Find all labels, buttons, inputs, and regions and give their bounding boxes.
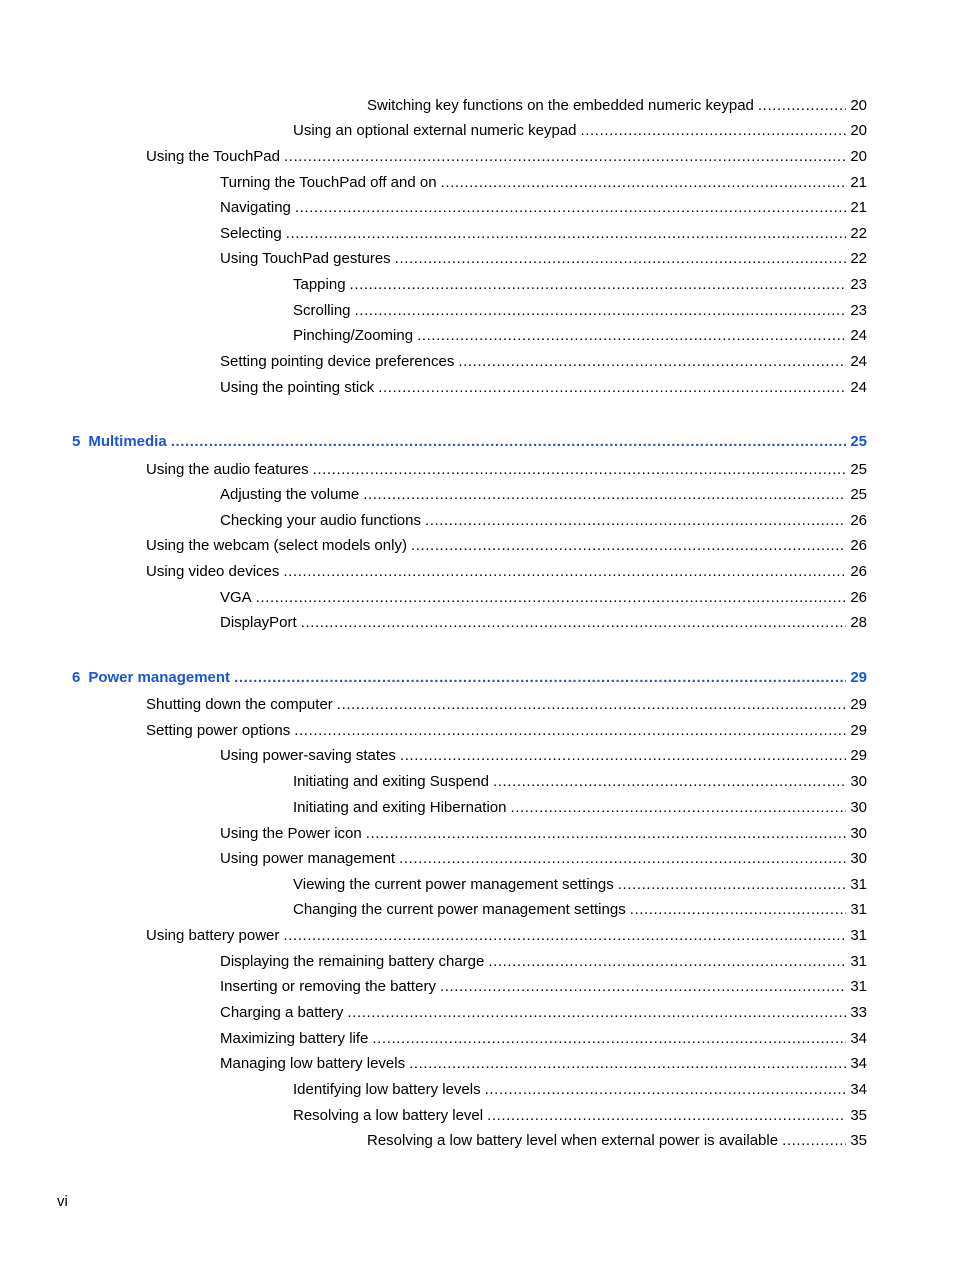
toc-page-number: 31 [850,901,867,918]
dot-leader [366,824,847,844]
dot-leader [581,121,847,141]
toc-entry[interactable] [293,798,867,818]
toc-page-number: 23 [850,302,867,319]
dot-leader [256,588,847,608]
toc-page-number: 30 [850,825,867,842]
toc-entry-title: Viewing the current power management settings [293,876,614,893]
toc-entry[interactable] [220,824,867,844]
toc-page-number: 29 [850,722,867,739]
dot-leader [171,432,847,452]
toc-page-number: 25 [850,486,867,503]
toc-entry[interactable] [220,952,867,972]
toc-entry[interactable] [146,721,867,741]
toc-page-number: 20 [850,148,867,165]
toc-entry[interactable] [220,378,867,398]
toc-entry-title: Maximizing battery life [220,1030,369,1047]
toc-page-number: 28 [850,614,867,631]
toc-page-number: 30 [850,850,867,867]
toc-page-number: 20 [850,97,867,114]
toc-entry-title: Initiating and exiting Suspend [293,773,489,790]
toc-page-number: 24 [850,379,867,396]
toc-entry[interactable] [367,1131,867,1151]
toc-entry[interactable] [293,121,867,141]
toc-page-number: 24 [850,327,867,344]
toc-page-number: 24 [850,353,867,370]
toc-entry[interactable] [293,772,867,792]
dot-leader [409,1054,846,1074]
toc-entry[interactable] [220,173,867,193]
toc-entry[interactable] [220,485,867,505]
dot-leader [782,1131,846,1151]
dot-leader [488,952,846,972]
dot-leader [363,485,846,505]
toc-entry-title: Shutting down the computer [146,696,333,713]
toc-page-number: 22 [850,225,867,242]
toc-page-number: 20 [850,122,867,139]
toc-entry[interactable] [293,326,867,346]
dot-leader [399,849,846,869]
dot-leader [400,746,846,766]
toc-page-number: 34 [850,1030,867,1047]
toc-page-number: 30 [850,773,867,790]
toc-entry-title: Inserting or removing the battery [220,978,436,995]
toc-page-number: 29 [850,696,867,713]
toc-entry-title: Resolving a low battery level when external power is available [367,1132,779,1149]
toc-entry[interactable] [146,695,867,715]
dot-leader [313,460,847,480]
toc-page-number: 26 [850,563,867,580]
toc-page-number: 26 [850,537,867,554]
dot-leader [284,147,846,167]
toc-entry[interactable] [220,588,867,608]
toc-entry-title [72,668,230,688]
toc-entry-title: Changing the current power management settings [293,901,626,918]
dot-leader [458,352,846,372]
dot-leader [630,900,847,920]
dot-leader [347,1003,846,1023]
toc-page-number: 25 [850,433,867,450]
chapter-title: Multimedia [88,433,167,450]
dot-leader [411,536,846,556]
dot-leader [350,275,847,295]
toc-entry[interactable] [220,849,867,869]
dot-leader [283,562,846,582]
page-number: vi [57,1193,68,1210]
toc-entry-title: Resolving a low battery level [293,1107,484,1124]
toc-page-number: 25 [850,461,867,478]
toc-page-number: 21 [850,174,867,191]
toc-entry[interactable] [146,562,867,582]
toc-page-number: 30 [850,799,867,816]
toc-entry-title [72,432,167,452]
toc-entry-title: VGA [220,589,252,606]
toc-entry-title: Using TouchPad gestures [220,250,391,267]
toc-entry-title: Adjusting the volume [220,486,360,503]
toc-entry-title: Using an optional external numeric keypad [293,122,577,139]
toc-page-number: 34 [850,1055,867,1072]
dot-leader [337,695,847,715]
dot-leader [493,772,846,792]
dot-leader [372,1029,846,1049]
toc-entry-title: Managing low battery levels [220,1055,406,1072]
toc-entry[interactable] [220,224,867,244]
toc-entry-title: Initiating and exiting Hibernation [293,799,507,816]
toc-entry[interactable] [220,746,867,766]
toc-entry[interactable] [220,977,867,997]
toc-page-number: 26 [850,589,867,606]
toc-entry-title: Using battery power [146,927,280,944]
toc-page-number: 23 [850,276,867,293]
toc-entry[interactable] [220,613,867,633]
toc-page-number: 21 [850,199,867,216]
toc-page-number: 29 [850,669,867,686]
toc-page-number: 31 [850,876,867,893]
toc-page-number: 31 [850,927,867,944]
toc-entry-title: DisplayPort [220,614,297,631]
toc-entry[interactable] [146,536,867,556]
toc-entry-title: Using the TouchPad [146,148,280,165]
toc-entry[interactable] [146,460,867,480]
toc-entry-title: Using power management [220,850,396,867]
toc-entry-title: Switching key functions on the embedded numeric keypad [367,97,754,114]
dot-leader [425,511,846,531]
dot-leader [417,326,846,346]
toc-entry-title: Scrolling [293,302,351,319]
dot-leader [618,875,847,895]
toc-entry-title: Using the pointing stick [220,379,375,396]
toc-page-number: 33 [850,1004,867,1021]
dot-leader [485,1080,847,1100]
toc-entry-title: Tapping [293,276,346,293]
toc-entry-title: Using the audio features [146,461,309,478]
dot-leader [510,798,846,818]
dot-leader [440,977,846,997]
toc-chapter-entry[interactable] [72,668,867,688]
toc-entry-title: Selecting [220,225,282,242]
dot-leader [286,224,847,244]
dot-leader [355,301,847,321]
toc-entry[interactable] [220,1003,867,1023]
toc-entry[interactable] [293,875,867,895]
toc-page-number: 35 [850,1132,867,1149]
chapter-number: 6 [72,669,81,686]
dot-leader [487,1106,846,1126]
toc-entry-title: Turning the TouchPad off and on [220,174,437,191]
toc-entry[interactable] [220,1029,867,1049]
toc-chapter-entry[interactable] [72,432,867,452]
dot-leader [395,249,847,269]
toc-entry[interactable] [220,352,867,372]
toc-page-number: 31 [850,978,867,995]
toc-page-number: 29 [850,747,867,764]
toc-page-number: 35 [850,1107,867,1124]
toc-entry-title: Using the webcam (select models only) [146,537,407,554]
dot-leader [295,198,846,218]
toc-entry[interactable] [220,1054,867,1074]
toc-entry-title: Pinching/Zooming [293,327,414,344]
toc-entry[interactable] [293,275,867,295]
dot-leader [758,96,846,116]
toc-entry-title: Navigating [220,199,291,216]
toc-entry[interactable] [220,198,867,218]
toc-page-number: 31 [850,953,867,970]
chapter-title: Power management [88,669,231,686]
dot-leader [234,668,846,688]
toc-entry[interactable] [220,511,867,531]
toc-entry[interactable] [367,96,867,116]
toc-entry-title: Charging a battery [220,1004,344,1021]
dot-leader [301,613,847,633]
dot-leader [294,721,846,741]
toc-entry[interactable] [293,301,867,321]
toc-entry-title: Checking your audio functions [220,512,421,529]
toc-page-number: 34 [850,1081,867,1098]
toc-page-number: 22 [850,250,867,267]
toc-entry[interactable] [293,1106,867,1126]
toc-entry-title: Identifying low battery levels [293,1081,481,1098]
toc-page-number: 26 [850,512,867,529]
toc-entry-title: Setting pointing device preferences [220,353,455,370]
toc-entry-title: Setting power options [146,722,291,739]
dot-leader [378,378,846,398]
dot-leader [283,926,846,946]
toc-entry-title: Using video devices [146,563,280,580]
toc-entry-title: Using the Power icon [220,825,362,842]
dot-leader [441,173,847,193]
toc-entry[interactable] [293,1080,867,1100]
toc-entry[interactable] [146,147,867,167]
toc-entry[interactable] [293,900,867,920]
toc-entry-title: Using power-saving states [220,747,396,764]
toc-entry[interactable] [220,249,867,269]
toc-entry-title: Displaying the remaining battery charge [220,953,485,970]
chapter-number: 5 [72,433,81,450]
toc-entry[interactable] [146,926,867,946]
